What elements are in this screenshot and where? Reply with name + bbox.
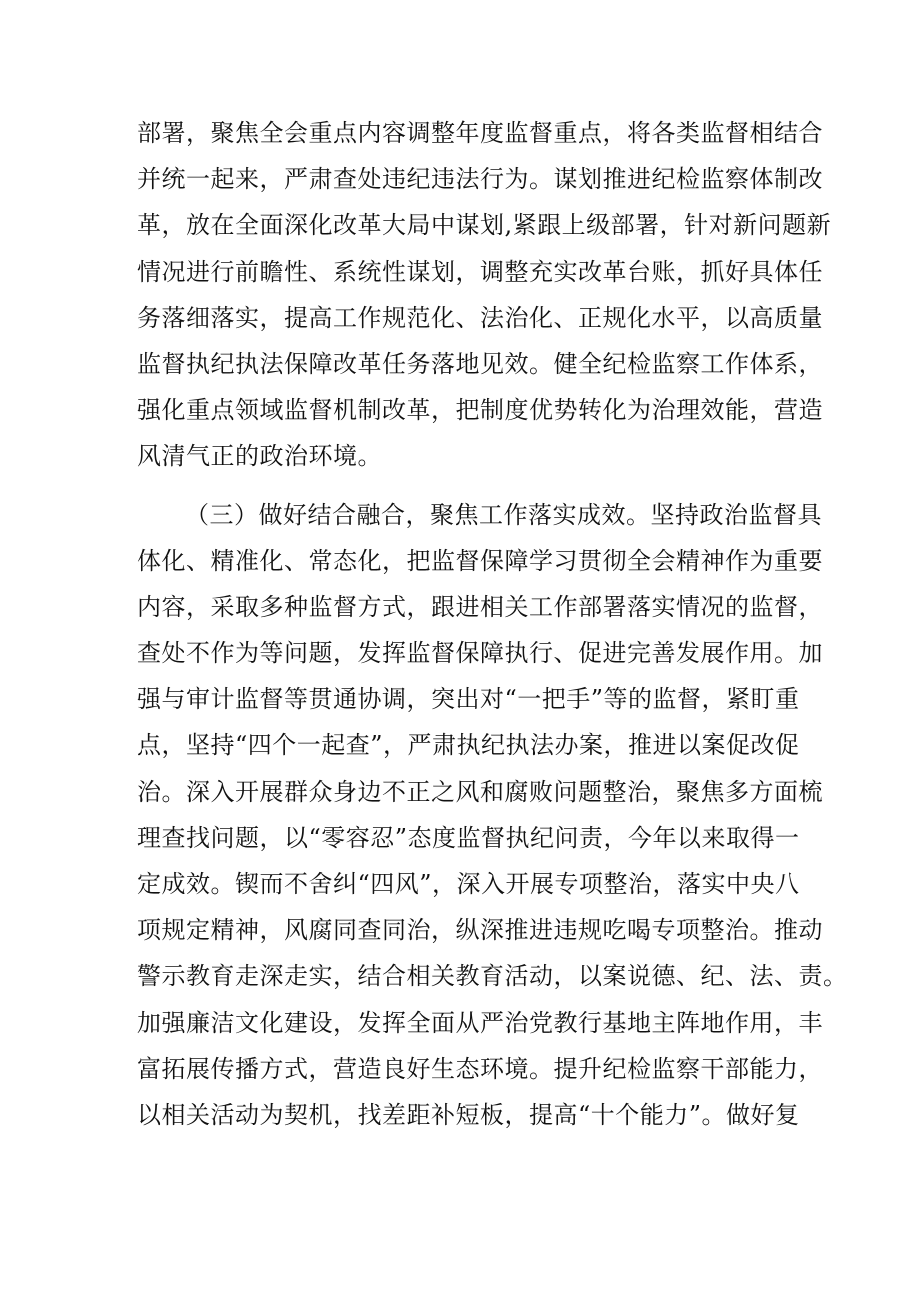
text-line: 富拓展传播方式，营造良好生态环境。提升纪检监察干部能力， [137,1054,823,1083]
text-line: 项规定精神，风腐同查同治，纵深推进违规吃喝专项整治。推动 [137,916,823,945]
text-line: 革，放在全面深化改革大局中谋划,紧跟上级部署，针对新问题新 [137,211,832,240]
text-line: 以相关活动为契机，找差距补短板，提高“十个能力”。做好复 [137,1100,800,1129]
text-line: 治。深入开展群众身边不正之风和腐败问题整治，聚焦多方面梳 [137,777,823,806]
text-line: （三）做好结合融合，聚焦工作落实成效。坚持政治监督具 [185,500,822,529]
paragraph-2 [137,492,848,1139]
text-line: 加强廉洁文化建设，发挥全面从严治党教行基地主阵地作用，丰 [137,1008,823,1037]
text-line: 监督执纪执法保障改革任务落地见效。健全纪检监察工作体系， [137,349,823,378]
text-line: 内容，采取多种监督方式，跟进相关工作部署落实情况的监督， [137,592,823,621]
text-line: 务落细落实，提高工作规范化、法治化、正规化水平，以高质量 [137,303,823,332]
document-body [137,110,848,1138]
text-line: 体化、精准化、常态化，把监督保障学习贯彻全会精神作为重要 [137,546,823,575]
text-line: 点，坚持“四个一起查”，严肃执纪执法办案，推进以案促改促 [137,731,800,760]
text-line: 并统一起来，严肃查处违纪违法行为。谋划推进纪检监察体制改 [137,165,823,194]
text-line: 情况进行前瞻性、系统性谋划，调整充实改革台账，抓好具体任 [137,257,823,286]
text-line: 理查找问题，以“零容忍”态度监督执纪问责，今年以来取得一 [137,823,800,852]
text-line: 强与审计监督等贯通协调，突出对“一把手”等的监督，紧盯重 [137,685,800,714]
text-line: 风清气正的政治环境。 [137,442,382,471]
text-line: 查处不作为等问题，发挥监督保障执行、促进完善发展作用。加 [137,639,823,668]
text-line: 部署，聚焦全会重点内容调整年度监督重点，将各类监督相结合 [137,119,823,147]
text-line: 警示教育走深走实，结合相关教育活动，以案说德、纪、法、责。 [137,962,848,991]
paragraph-1 [137,110,832,480]
paragraph-gap [137,480,797,492]
text-line: 强化重点领域监督机制改革，把制度优势转化为治理效能，营造 [137,396,823,425]
text-line: 定成效。锲而不舍纠“四风”，深入开展专项整治，落实中央八 [137,870,800,898]
